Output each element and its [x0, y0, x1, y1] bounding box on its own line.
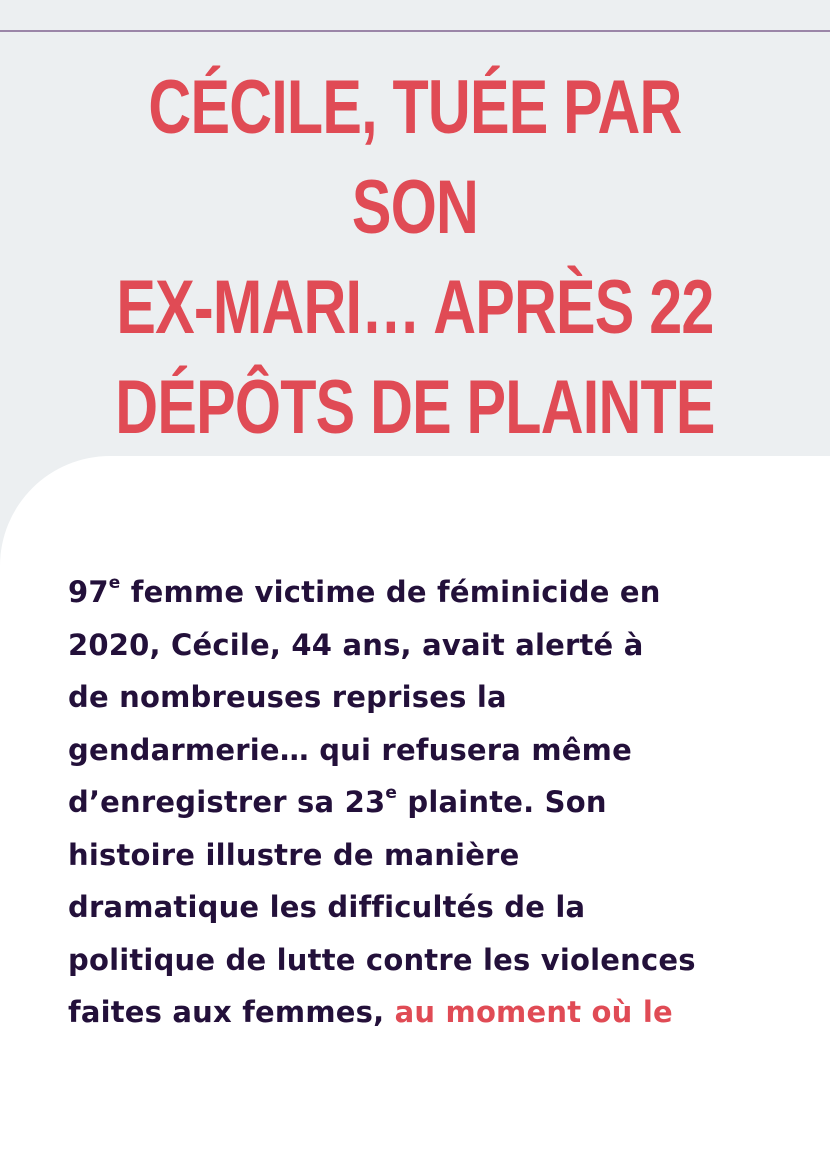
lede-line-1 — [68, 566, 808, 619]
lede-line-8: politique de lutte contre les violences — [68, 942, 696, 977]
lede-ordinal-suffix: e — [108, 573, 121, 594]
lede-line-9 — [68, 986, 808, 1039]
headline-line-3: DÉPÔTS DE PLAINTE — [115, 365, 715, 450]
lede-ordinal-number: 97 — [68, 575, 109, 609]
headline-line-2: EX-MARI… APRÈS 22 — [116, 265, 714, 350]
lede-line-6: histoire illustre de manière — [68, 837, 520, 872]
lede-line-4: gendarmerie… qui refusera même — [68, 732, 632, 767]
lede-inline-link[interactable]: au moment où le — [394, 995, 673, 1029]
headline-line-1: CÉCILE, TUÉE PAR SON — [148, 65, 682, 250]
lede-line-2: 2020, Cécile, 44 ans, avait alerté à — [68, 627, 644, 662]
lede-line-5 — [68, 776, 808, 829]
lede-line-9-text: faites aux femmes, — [68, 995, 395, 1029]
article-lede — [68, 566, 808, 1039]
lede-line-7: dramatique les difficultés de la — [68, 890, 586, 924]
article-headline — [91, 58, 738, 458]
lede-line-5-rest: plainte. Son — [397, 785, 607, 819]
lede-line-3: de nombreuses reprises la — [68, 680, 507, 714]
lede-line-5-text: d’enregistrer sa 23 — [68, 785, 386, 819]
lede-line-1-text: femme victime de féminicide en — [120, 575, 661, 609]
lede-complaint-ordinal-suffix: e — [385, 783, 398, 804]
top-divider — [0, 30, 830, 32]
